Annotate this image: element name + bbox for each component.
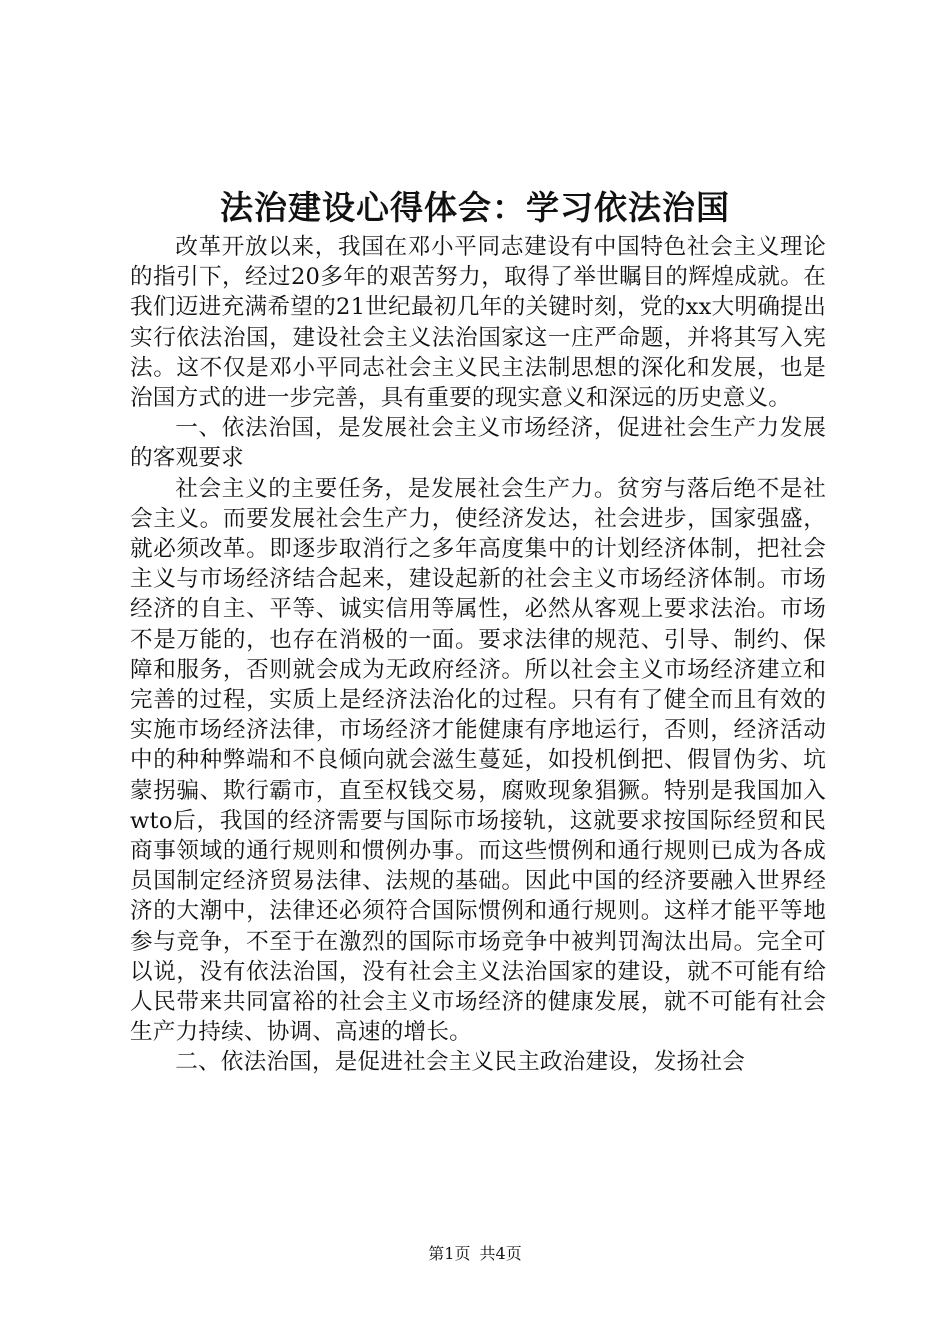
paragraph-section-1: 社会主义的主要任务，是发展社会生产力。贫穷与落后绝不是社会主义。而要发展社会生产力，使经济发达，社会进步，国家强盛，就必须改革。即逐步取消行之多年高度集中的计划经济体制，把社会主义与市场经济结合起来，建设起新的社会主义市场经济体制。市场经济的自主、平等、诚实信用等属性，必然从客观上要求法治。市场不是万能的，也存在消极的一面。要求法律的规范、引导、制约、保障和服务，否则就会成为无政府经济。所以社会主义市场经济建立和完善的过程，实质上是经济法治化的过程。只有有了健全而且有效的实施市场经济法律，市场经济才能健康有序地运行，否则，经济活动中的种种弊端和不良倾向就会滋生蔓延，如投机倒把、假冒伪劣、坑蒙拐骗、欺行霸市，直至权钱交易，腐败现象猖獗。特别是我国加入wto后，我国的经济需要与国际市场接轨，这就要求按国际经贸和民商事领域的通行规则和惯例办事。而这些惯例和通行规则已成为各成员国制定经济贸易法律、法规的基础。因此中国的经济要融入世界经济的大潮中，法律还必须符合国际惯例和通行规则。这样才能平等地参与竞争，不至于在激烈的国际市场竞争中被判罚淘汰出局。完全可以说，没有依法治国，没有社会主义法治国家的建设，就不可能有给人民带来共同富裕的社会主义市场经济的健康发展，就不可能有社会生产力持续、协调、高速的增长。	[130, 475, 826, 1046]
page-total: 共4页	[479, 1244, 522, 1263]
paragraph-heading-2: 二、依法治国，是促进社会主义民主政治建设，发扬社会	[175, 1049, 746, 1076]
document-title: 法治建设心得体会：学习依法治国	[220, 188, 730, 227]
paragraph-intro: 改革开放以来，我国在邓小平同志建设有中国特色社会主义理论的指引下，经过20多年的艰苦努力，取得了举世瞩目的辉煌成就。在我们迈进充满希望的21世纪最初几年的关键时刻，党的xx大明确提出实行依法治国，建设社会主义法治国家这一庄严命题，并将其写入宪法。这不仅是邓小平同志社会主义民主法制思想的深化和发展，也是治国方式的进一步完善，具有重要的现实意义和深远的历史意义。	[130, 234, 826, 412]
page-number: 第1页	[428, 1244, 471, 1263]
paragraph-heading-1: 一、依法治国，是发展社会主义市场经济，促进社会生产力发展的客观要求	[130, 415, 826, 472]
page-footer	[0, 1242, 950, 1266]
document-body	[130, 232, 826, 1078]
